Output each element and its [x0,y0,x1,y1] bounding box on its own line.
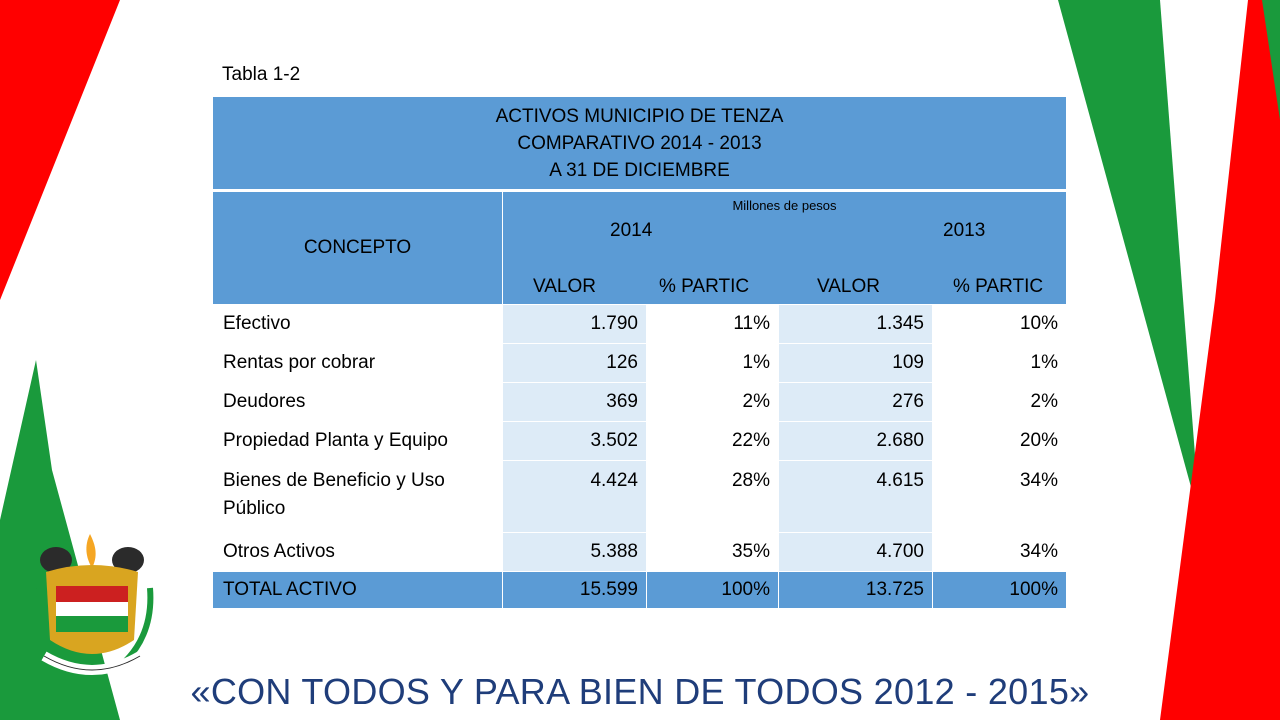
partic-2013-cell: 2% [933,383,1067,422]
left-red-band [0,0,120,300]
valor-2014-header: VALOR [533,276,597,297]
year-2013-label: 2013 [943,220,986,241]
partic-2013-cell: 34% [933,461,1067,533]
concept-cell: Efectivo [213,305,503,344]
table-row [213,344,1067,383]
value-2014-cell: 1.790 [503,305,647,344]
concept-cell: Otros Activos [213,533,503,572]
total-partic-2013: 100% [933,572,1067,609]
table-row [213,305,1067,344]
value-2013-cell: 4.700 [779,533,933,572]
table-row [213,422,1067,461]
concept-cell: Deudores [213,383,503,422]
table-row [213,533,1067,572]
year-2014-label: 2014 [610,220,653,241]
value-2013-cell: 109 [779,344,933,383]
partic-2013-cell: 34% [933,533,1067,572]
partic-2013-cell: 1% [933,344,1067,383]
valor-2013-header: VALOR [817,276,881,297]
total-row [213,572,1067,609]
table-title-row [213,97,1067,191]
total-label: TOTAL ACTIVO [213,572,503,609]
total-value-2013: 13.725 [779,572,933,609]
partic-2013-cell: 20% [933,422,1067,461]
table-caption: Tabla 1-2 [222,64,301,85]
assets-table [212,96,1067,609]
value-2013-cell: 2.680 [779,422,933,461]
partic-2014-cell: 28% [647,461,779,533]
value-2014-cell: 5.388 [503,533,647,572]
value-2014-cell: 4.424 [503,461,647,533]
table-title [213,97,1067,191]
partic-2014-cell: 35% [647,533,779,572]
total-value-2014: 15.599 [503,572,647,609]
partic-2014-header: % PARTIC [659,276,750,297]
unit-label: Millones de pesos [732,198,837,213]
total-partic-2014: 100% [647,572,779,609]
column-header-row [213,191,1067,305]
coat-of-arms-logo [26,528,158,688]
concept-cell: Bienes de Beneficio y Uso Público [213,461,503,533]
title-line-2: COMPARATIVO 2014 - 2013 [517,132,762,154]
concept-cell: Propiedad Planta y Equipo [213,422,503,461]
concept-header: CONCEPTO [213,191,503,305]
partic-2014-cell: 11% [647,305,779,344]
value-2014-cell: 126 [503,344,647,383]
partic-2014-cell: 22% [647,422,779,461]
partic-2014-cell: 1% [647,344,779,383]
partic-2013-cell: 10% [933,305,1067,344]
value-2013-cell: 4.615 [779,461,933,533]
table-row [213,383,1067,422]
title-line-1: ACTIVOS MUNICIPIO DE TENZA [495,105,784,127]
title-line-3: A 31 DE DICIEMBRE [549,159,730,181]
value-2013-cell: 276 [779,383,933,422]
years-header [503,191,1067,305]
value-2013-cell: 1.345 [779,305,933,344]
value-2014-cell: 369 [503,383,647,422]
partic-2013-header: % PARTIC [953,276,1044,297]
partic-2014-cell: 2% [647,383,779,422]
right-green-band [1058,0,1200,520]
value-2014-cell: 3.502 [503,422,647,461]
slogan: «CON TODOS Y PARA BIEN DE TODOS 2012 - 2015» [190,671,1090,712]
table-row [213,461,1067,533]
concept-cell: Rentas por cobrar [213,344,503,383]
